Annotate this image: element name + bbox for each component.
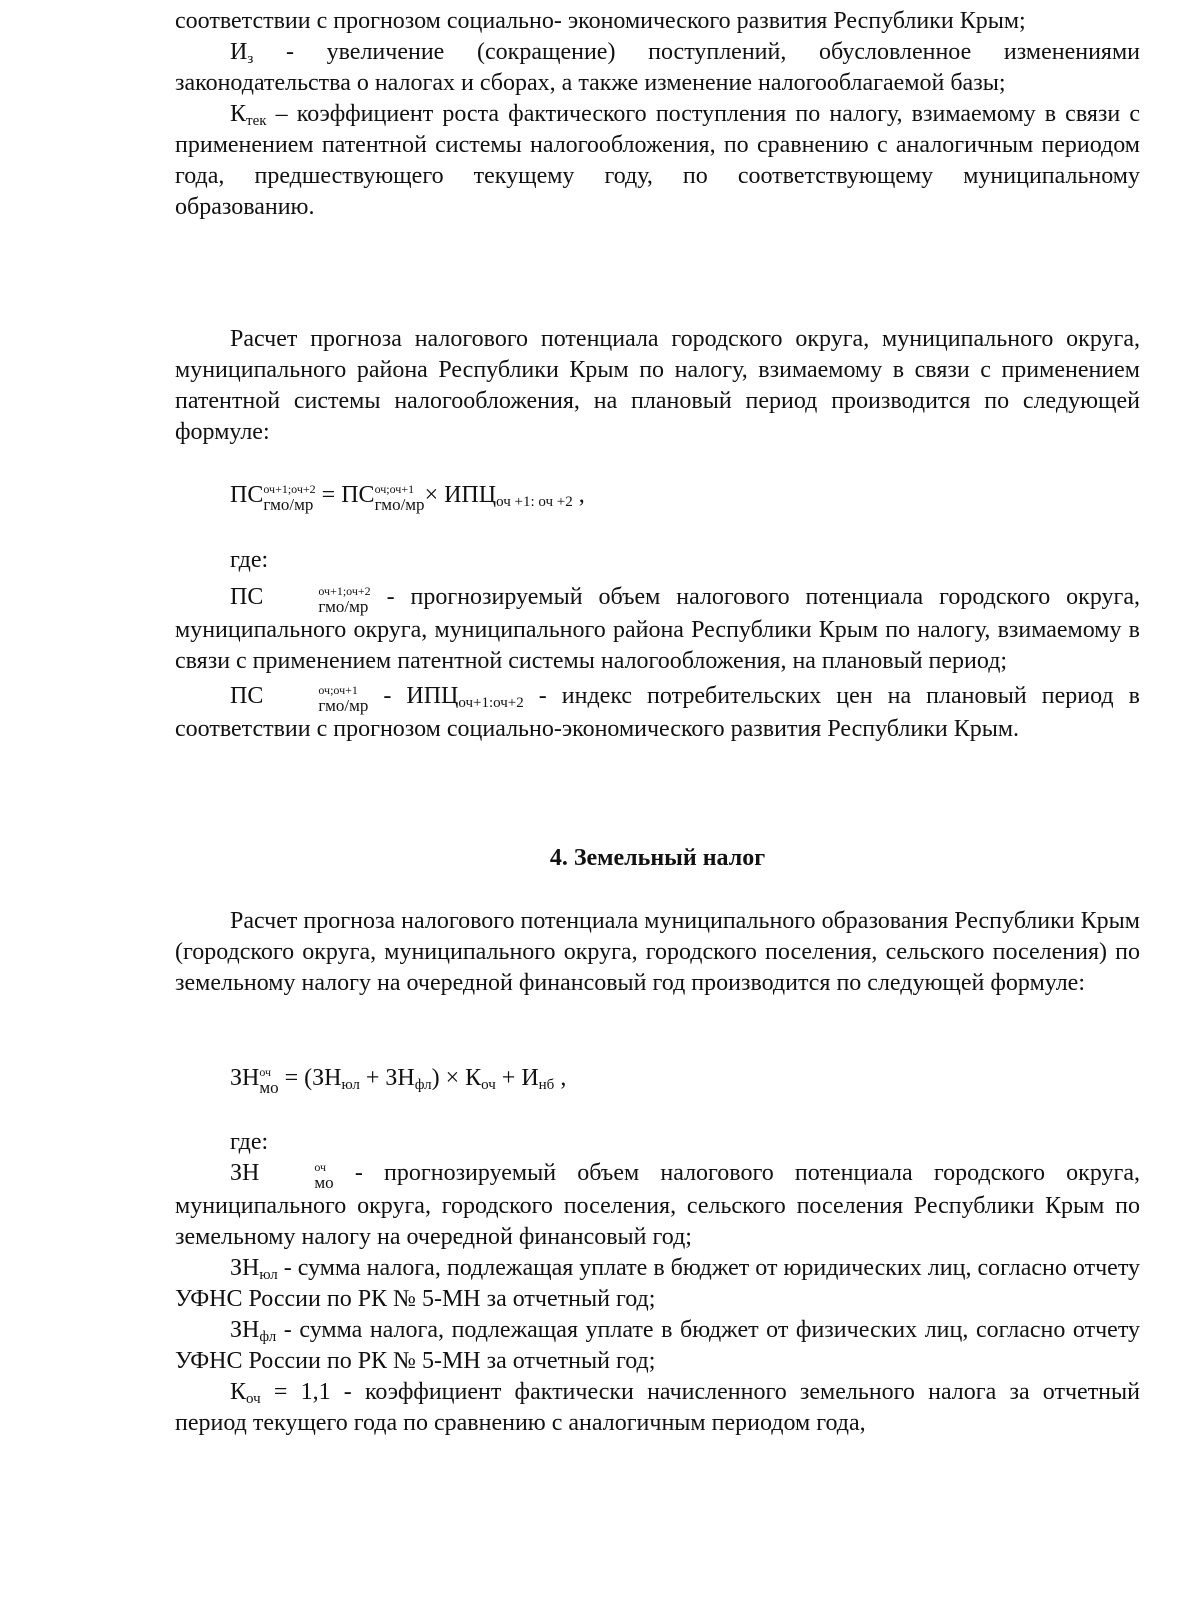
def-zn-symbol: ЗН — [230, 1160, 260, 1186]
where-label: где: — [230, 547, 269, 573]
formula-tail: , — [572, 482, 585, 508]
formula-ipc-sub: оч +1: оч +2 — [496, 494, 573, 510]
formula-ps-sup: оч+1;оч+2 — [263, 482, 316, 496]
def-ps2-index — [263, 684, 368, 714]
formula-zn-nb: нб — [538, 1077, 555, 1093]
paragraph-land-intro: Расчет прогноза налогового потенциала муниципального образования Республики Крым (городского округа, муниципального округа, городского поселения, сельского поселения) по земельному налогу на очередной финансовый год производится по следующей формуле: — [175, 908, 1140, 996]
formula-eq: = — [315, 482, 342, 508]
paragraph-ktek — [175, 99, 1140, 223]
formula-zn-sub: мо — [259, 1078, 279, 1097]
symbol-k: К — [230, 101, 247, 127]
formula-zn-fl: фл — [414, 1077, 432, 1093]
def-znfl-sub: фл — [259, 1329, 277, 1345]
definition-zn-fl — [175, 1315, 1140, 1377]
formula-ps-symbol: ПС — [230, 482, 264, 508]
def-koch-symbol: К — [230, 1379, 247, 1405]
definition-zn-yul — [175, 1253, 1140, 1315]
def-koch-sub: оч — [246, 1391, 261, 1407]
definitions-block-1 — [175, 545, 1140, 745]
def-ipc-text: - индекс потребительских цен на плановый период в соответствии с прогнозом социально-экономического развития Республики Крым. — [175, 683, 1140, 742]
symbol-i: И — [230, 39, 248, 65]
def-znyul-symbol: ЗН — [230, 1255, 260, 1281]
def-ps-index — [263, 585, 370, 615]
paragraph-ktek-text: – коэффициент роста фактического поступления по налогу, взимаемому в связи с применением патентной системы налогообложения, по сравнению с аналогичным периодом года, предшествующего текущему году, по соответствующему муниципальному образованию. — [175, 101, 1140, 220]
def-zn-index — [259, 1161, 333, 1191]
formula-zn-part5: , — [554, 1065, 567, 1091]
formula-zn-part3: ) × К — [431, 1065, 482, 1091]
section-heading-block — [175, 843, 1140, 874]
formula-zn-och: оч — [481, 1077, 496, 1093]
formula-zn-index — [259, 1066, 278, 1096]
text-block-calc — [175, 324, 1140, 448]
section-heading: 4. Земельный налог — [549, 845, 766, 871]
def-ps2-symbol: ПС — [230, 683, 264, 709]
formula-zn — [175, 1063, 1195, 1096]
def-znfl-text: - сумма налога, подлежащая уплате в бюджет от физических лиц, согласно отчету УФНС России по РК № 5-МН за отчетный год; — [175, 1317, 1140, 1374]
text-block-top — [175, 6, 1140, 223]
definition-zn-mo — [175, 1158, 1140, 1253]
definition-k-och — [175, 1377, 1140, 1439]
def-znfl-symbol: ЗН — [230, 1317, 260, 1343]
formula-zn-yul: юл — [341, 1077, 360, 1093]
symbol-k-sub: тек — [246, 113, 267, 129]
def-znyul-sub: юл — [259, 1267, 278, 1283]
formula-zn-part4: + И — [495, 1065, 539, 1091]
formula-zn-part2: + ЗН — [359, 1065, 415, 1091]
formula-ipc: × ИПЦ — [424, 482, 497, 508]
formula-ps-sub: гмо/мр — [263, 495, 314, 514]
def-ps-text: - прогнозируемый объем налогового потенциала городского округа, муниципального округа, муниципального района Республики Крым по налогу, взимаемому в связи с применением патентной системы налогообложения, на плановый период; — [175, 584, 1140, 674]
def-zn-sub: мо — [314, 1173, 334, 1192]
formula-ps-index — [263, 483, 315, 513]
paragraph-iz — [175, 37, 1140, 99]
def-ps-sub: гмо/мр — [318, 597, 369, 616]
def-ipc-symbol: - ИПЦ — [368, 683, 459, 709]
definitions-block-2 — [175, 1127, 1140, 1439]
formula-ps-symbol-2: ПС — [341, 482, 375, 508]
def-zn-text: - прогнозируемый объем налогового потенциала городского округа, муниципального округа, городского поселения, сельского поселения Республики Крым по земельному налогу на очередной финансовый год; — [175, 1160, 1140, 1250]
where-label-2: где: — [230, 1129, 269, 1155]
paragraph-continuation: соответствии с прогнозом социально- экономического развития Республики Крым; — [175, 8, 1026, 34]
def-koch-text: = 1,1 - коэффициент фактически начисленного земельного налога за отчетный период текущего года по сравнению с аналогичным периодом года, — [175, 1379, 1140, 1436]
symbol-i-sub: з — [247, 51, 254, 67]
definition-ipc — [175, 681, 1140, 745]
def-ps-symbol: ПС — [230, 584, 264, 610]
paragraph-calc-intro: Расчет прогноза налогового потенциала городского округа, муниципального округа, муниципального района Республики Крым по налогу, взимаемому в связи с применением патентной системы налогообложения, на плановый период производится по следующей формуле: — [175, 326, 1140, 445]
def-ps-sup: оч+1;оч+2 — [318, 584, 371, 598]
formula-zn-symbol: ЗН — [230, 1065, 260, 1091]
formula-ps-sup-2: оч;оч+1 — [374, 482, 415, 496]
def-znyul-text: - сумма налога, подлежащая уплате в бюджет от юридических лиц, согласно отчету УФНС России по РК № 5-МН за отчетный год; — [175, 1255, 1140, 1312]
definition-ps-plan — [175, 582, 1140, 677]
paragraph-iz-text: - увеличение (сокращение) поступлений, обусловленное изменениями законодательства о налогах и сборах, а также изменение налогооблагаемой базы; — [175, 39, 1140, 96]
def-ipc-sub: оч+1:оч+2 — [458, 695, 524, 711]
formula-ps-sub-2: гмо/мр — [374, 495, 425, 514]
formula-ps-index-2 — [375, 483, 425, 513]
def-zn-sup: оч — [314, 1160, 327, 1174]
formula-zn-sup: оч — [259, 1065, 272, 1079]
text-block-land-tax — [175, 906, 1140, 999]
def-ps2-sup: оч;оч+1 — [318, 683, 358, 697]
def-ps2-sub: гмо/мр — [318, 696, 369, 715]
formula-ps — [175, 480, 1195, 513]
formula-zn-part1: = (ЗН — [278, 1065, 342, 1091]
